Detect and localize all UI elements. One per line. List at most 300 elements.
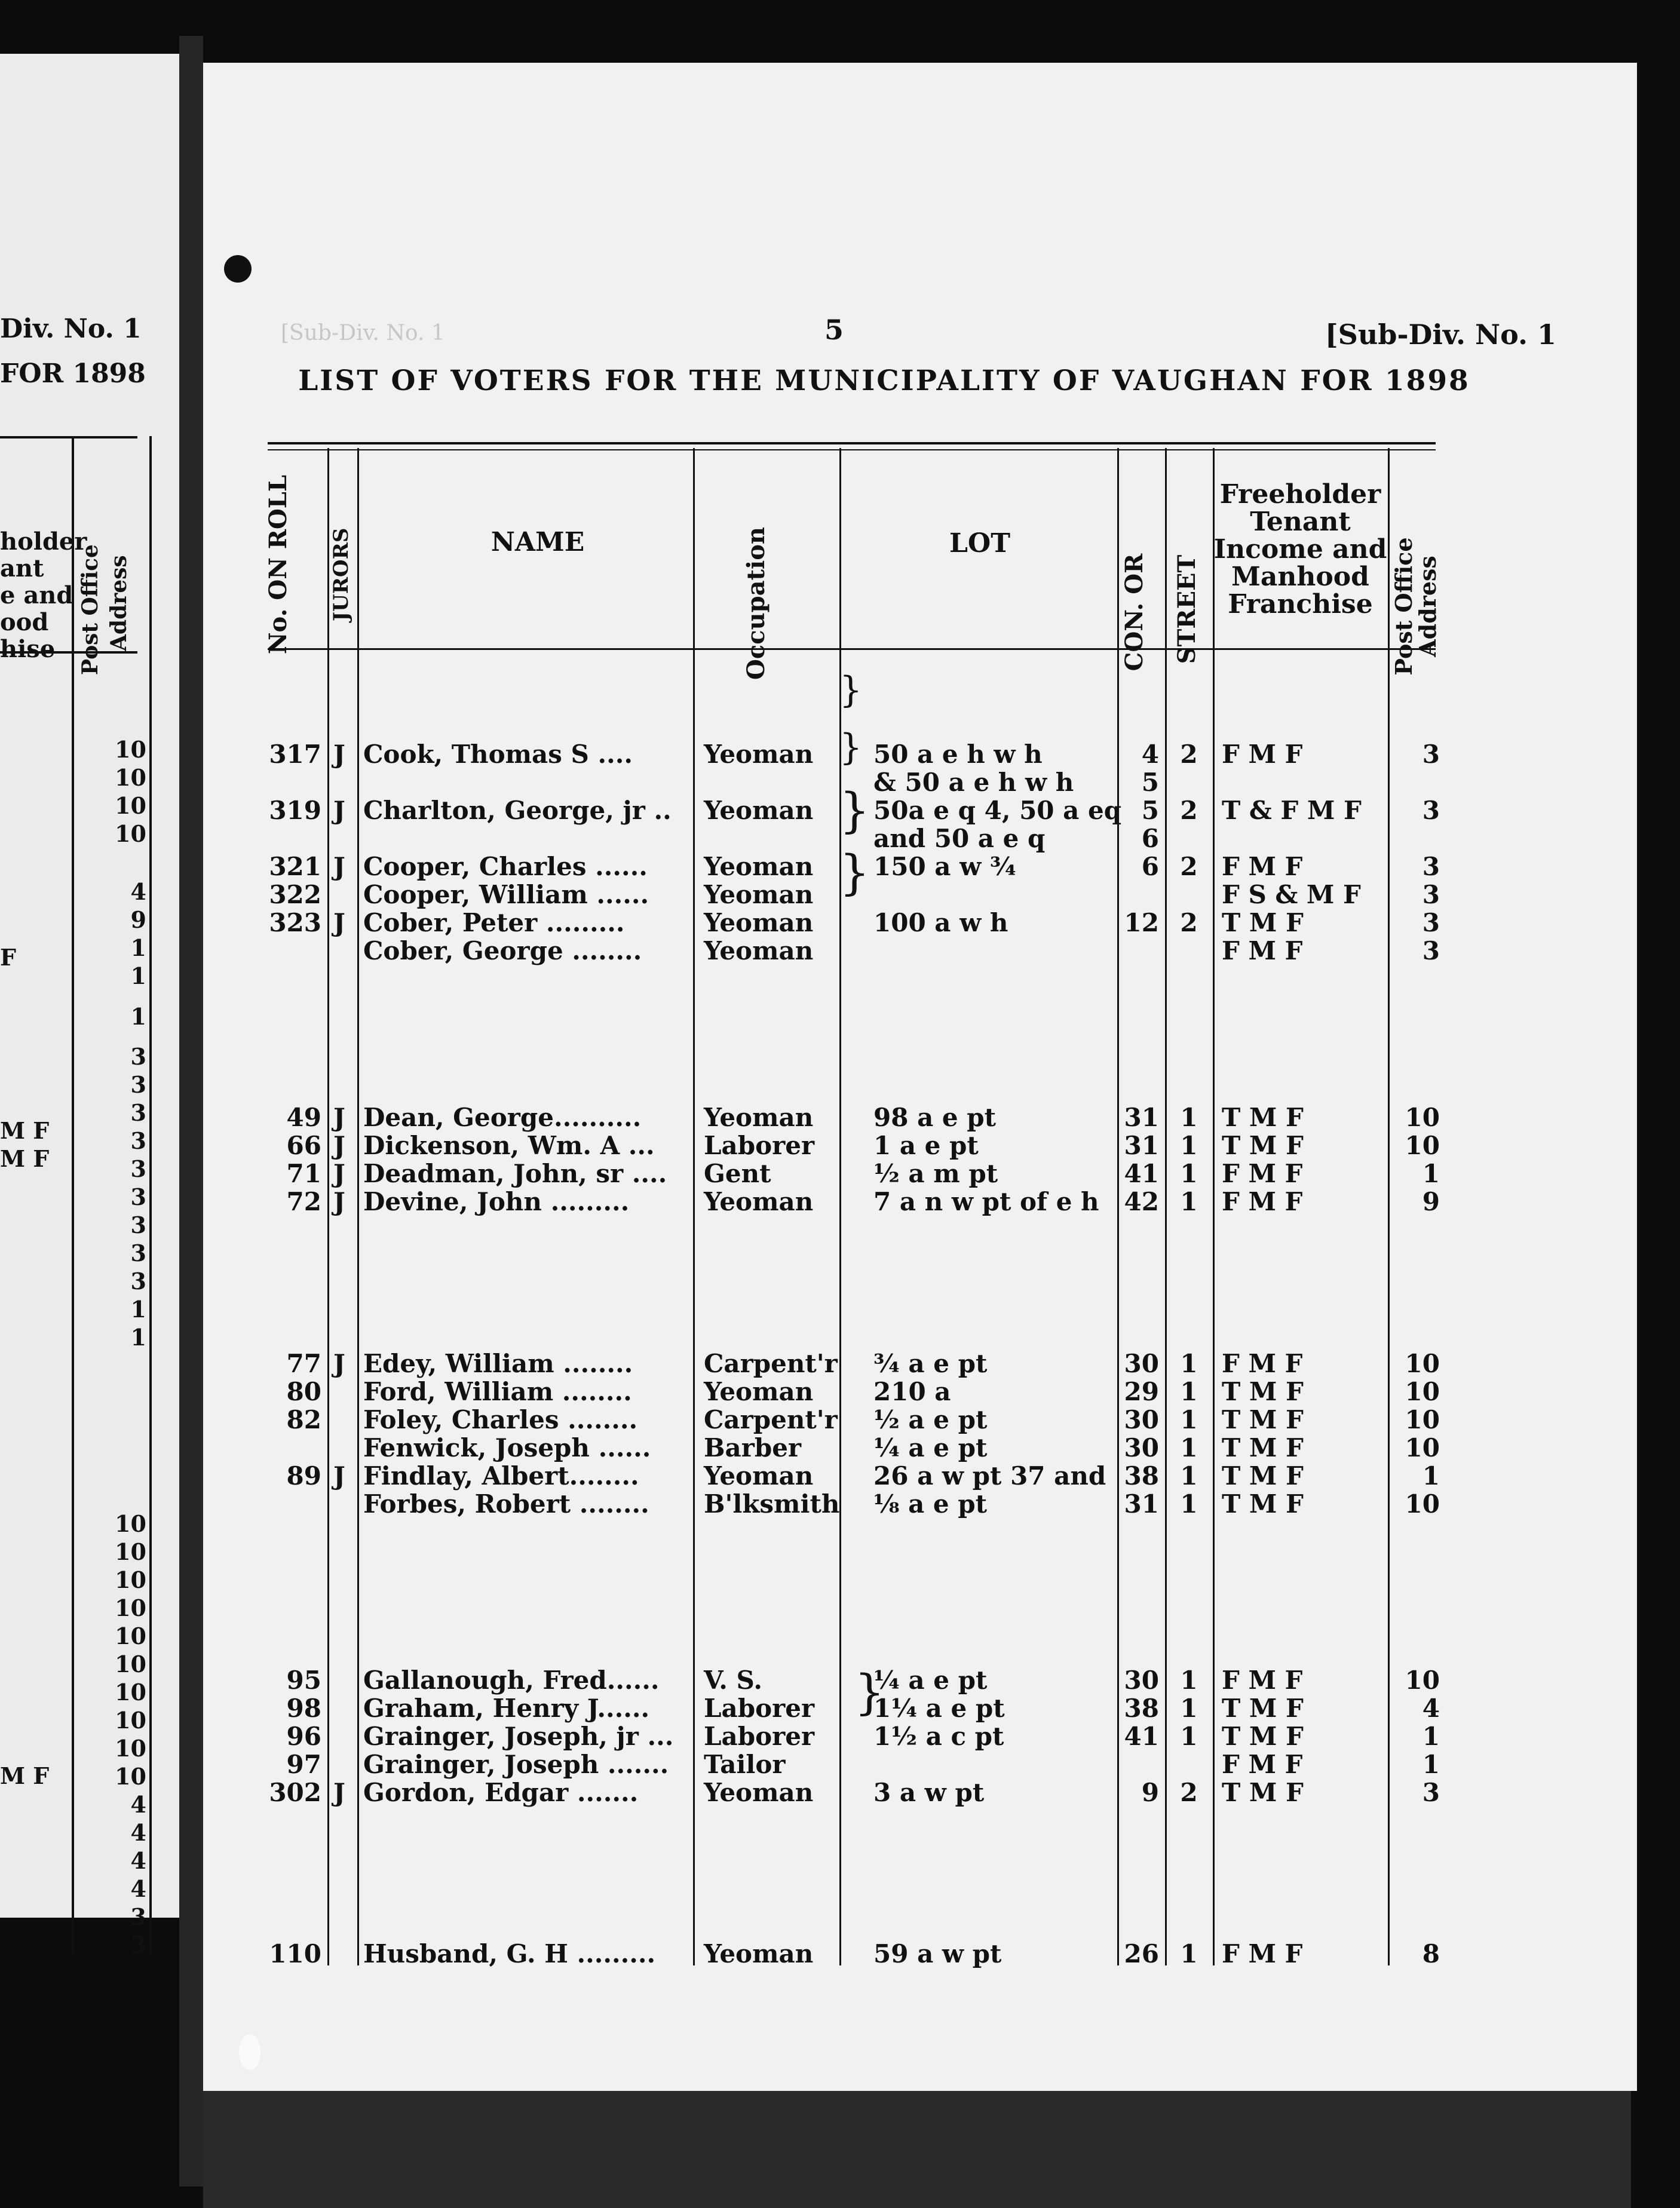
page-title: LIST OF VOTERS FOR THE MUNICIPALITY OF VAUGHAN FOR 1898 [298,364,1470,397]
left-address-number: 1 [130,962,146,989]
occupation: Yeoman [704,936,814,965]
page-shadow [203,2091,1631,2208]
concession: 38 [1124,1694,1159,1723]
occupation: Yeoman [704,796,814,825]
concession: 6 [1141,852,1159,881]
left-post-office-header: Post Office [78,544,103,675]
lot: 1 a e pt [873,1131,979,1160]
lot: 26 a w pt 37 and [873,1461,1106,1491]
post-office: 10 [1405,1405,1440,1434]
occupation: Yeoman [704,1187,814,1216]
leader-dots: ...... [606,1666,660,1695]
post-office: 4 [1422,1694,1440,1723]
franchise: F M F [1222,740,1303,769]
lot: & 50 a e h w h [873,768,1074,797]
concession: 12 [1124,908,1159,937]
voter-name [363,1751,669,1778]
voter-name [363,1350,633,1378]
lot: 100 a w h [873,908,1008,937]
concession: 6 [1141,824,1159,853]
post-office: 3 [1422,936,1440,965]
header-jurors: JURORS [329,528,353,621]
ink-mark [224,255,252,283]
header-rule-bottom [268,648,1436,650]
roll-number: 98 [286,1694,321,1723]
lot: 1½ a c pt [873,1722,1004,1751]
leader-dots: ........ [559,1405,638,1434]
left-address-number: 3 [130,1099,146,1126]
voter-name [363,1462,639,1490]
post-office: 10 [1405,1489,1440,1519]
lot-brace: } [839,783,870,838]
concession: 30 [1124,1349,1159,1378]
header-name: NAME [490,527,585,557]
left-address-number: 1 [130,1296,146,1323]
roll-number: 317 [269,740,321,769]
occupation: Yeoman [704,1778,814,1807]
leader-dots: .... [623,1159,667,1188]
left-fragment: M F [0,1117,50,1144]
juror-mark: J [333,1103,345,1132]
roll-number: 71 [286,1159,321,1188]
left-address-number: 10 [115,1566,146,1593]
left-address-number: 4 [130,1847,146,1874]
left-address-number: 10 [115,792,146,819]
voter-name [363,1160,667,1188]
street: 1 [1180,1159,1198,1188]
occupation: Yeoman [704,852,814,881]
voter-name-text: Cooper, Charles [363,852,587,881]
concession: 31 [1124,1131,1159,1160]
concession: 31 [1124,1103,1159,1132]
voter-name-text: Edey, William [363,1349,554,1378]
voter-name-text: Grainger, Joseph [363,1750,599,1779]
post-office: 3 [1422,880,1440,909]
lot: ¼ a e pt [873,1666,988,1695]
voter-name-text: Foley, Charles [363,1405,559,1434]
concession: 5 [1141,768,1159,797]
juror-mark: J [333,908,345,937]
left-address-number: 4 [130,1819,146,1846]
juror-mark: J [333,1349,345,1378]
street: 1 [1180,1349,1198,1378]
left-col-line [149,436,152,1954]
left-address-number: 3 [130,1183,146,1210]
lot: ½ a m pt [873,1159,998,1188]
leader-dots: ........ [571,1489,649,1519]
voter-name-text: Cooper, William [363,880,588,909]
voter-name [363,1104,641,1131]
left-address-number: 10 [115,1763,146,1790]
juror-mark: J [333,1778,345,1807]
concession: 5 [1141,796,1159,825]
left-fragment: M F [0,1762,50,1789]
voter-name [363,909,625,937]
franchise: F M F [1222,1187,1303,1216]
post-office: 10 [1405,1103,1440,1132]
voter-name [363,1695,649,1722]
header-con-or: CON. OR [1120,553,1148,671]
post-office: 9 [1422,1187,1440,1216]
franchise: T M F [1222,1461,1304,1491]
street: 1 [1180,1103,1198,1132]
occupation: Yeoman [704,908,814,937]
sub-division-label: [Sub-Div. No. 1 [1325,318,1556,351]
franchise: T M F [1222,1722,1304,1751]
post-office: 3 [1422,908,1440,937]
occupation: Yeoman [704,880,814,909]
voter-name-text: Graham, Henry J [363,1694,597,1723]
roll-number: 323 [269,908,321,937]
left-address-number: 10 [115,1707,146,1734]
voter-name [363,881,649,909]
franchise: T M F [1222,1778,1304,1807]
roll-number: 82 [286,1405,321,1434]
juror-mark: J [333,852,345,881]
voter-name-text: Husband, G. H [363,1939,568,1968]
voter-name-text: Fenwick, Joseph [363,1433,590,1462]
occupation: Yeoman [704,1103,814,1132]
voter-name-text: Cober, Peter [363,908,538,937]
concession: 4 [1141,740,1159,769]
header-no-on-roll: No. ON ROLL [264,474,292,654]
column-divider [357,448,359,1965]
voter-name [363,1188,629,1216]
concession: 30 [1124,1405,1159,1434]
street: 1 [1180,1694,1198,1723]
juror-mark: J [333,1159,345,1188]
concession: 29 [1124,1377,1159,1406]
concession: 30 [1124,1433,1159,1462]
lot-brace: } [839,845,870,900]
street: 1 [1180,1377,1198,1406]
voter-name-text: Grainger, Joseph, jr [363,1722,639,1751]
leader-dots: ........ [554,1349,633,1378]
voter-name [363,1406,637,1434]
lot: 50 a e h w h [873,740,1043,769]
left-address-number: 3 [130,1268,146,1295]
post-office: 1 [1422,1722,1440,1751]
post-office: 3 [1422,852,1440,881]
street: 1 [1180,1489,1198,1519]
voter-name [363,1940,655,1968]
lot: ¼ a e pt [873,1433,988,1462]
lot: 3 a w pt [873,1778,985,1807]
column-divider [327,448,329,1965]
header-street: STREET [1173,554,1201,664]
left-address-number: 10 [115,1735,146,1762]
roll-number: 80 [286,1377,321,1406]
lot: 1¼ a e pt [873,1694,1005,1723]
roll-number: 49 [286,1103,321,1132]
post-office: 10 [1405,1349,1440,1378]
post-office: 3 [1422,796,1440,825]
occupation: Laborer [704,1131,815,1160]
post-office: 10 [1405,1377,1440,1406]
roll-number: 72 [286,1187,321,1216]
franchise: T M F [1222,1131,1304,1160]
street: 1 [1180,1722,1198,1751]
concession: 42 [1124,1187,1159,1216]
occupation: Yeoman [704,740,814,769]
street: 2 [1180,908,1198,937]
juror-mark: J [333,740,345,769]
left-address-number: 1 [130,1324,146,1351]
voter-name-text: Gordon, Edgar [363,1778,569,1807]
left-address-number: 10 [115,764,146,791]
left-address-number: 10 [115,736,146,763]
street: 1 [1180,1187,1198,1216]
leader-dots: ....... [599,1750,669,1779]
voter-name [363,797,672,824]
left-address-number: 1 [130,1003,146,1030]
voter-name [363,741,633,768]
concession: 41 [1124,1159,1159,1188]
voter-name-text: Dickenson, Wm. A [363,1131,620,1160]
street: 1 [1180,1131,1198,1160]
left-address-number: 3 [130,1071,146,1098]
lot-brace: } [854,1664,885,1720]
occupation: Yeoman [704,1939,814,1968]
franchise: T M F [1222,1377,1304,1406]
voter-name [363,1378,632,1406]
franchise: F M F [1222,1666,1303,1695]
left-page: Div. No. 1 FOR 1898 holder ant e and ood hise Post Office Address 10 10 10 10 4 9 1 1 1 3 3 3 3 3 3 3 3 3 1 1 10 10 10 10 10 10 10 10 10 10 4 4 4 4 3 3 F M F M F M F [0,54,179,1918]
street: 2 [1180,852,1198,881]
franchise: T M F [1222,1103,1304,1132]
franchise: F M F [1222,1349,1303,1378]
occupation: Yeoman [704,1461,814,1491]
voter-name [363,853,648,881]
roll-number: 96 [286,1722,321,1751]
post-office: 10 [1405,1666,1440,1695]
street: 1 [1180,1939,1198,1968]
left-address-number: 3 [130,1903,146,1930]
occupation: Gent [704,1159,771,1188]
leader-dots: ........ [569,1461,639,1491]
leader-dots: ...... [589,1433,651,1462]
left-address-number: 3 [130,1931,146,1958]
roll-number: 89 [286,1461,321,1491]
post-office: 10 [1405,1433,1440,1462]
left-address-number: 9 [130,906,146,933]
left-address-number: 10 [115,1594,146,1621]
voter-name-text: Forbes, Robert [363,1489,571,1519]
franchise: T M F [1222,1489,1304,1519]
left-fragment: F [0,944,16,971]
voter-name-text: Devine, John [363,1187,542,1216]
franchise: T M F [1222,1433,1304,1462]
left-subdiv: Div. No. 1 [0,314,142,344]
left-title: FOR 1898 [0,358,146,389]
lot: 50a e q 4, 50 a eq [873,796,1122,825]
voter-name [363,1132,655,1160]
voter-name [363,1723,673,1750]
lot: 7 a n w pt of e h [873,1187,1099,1216]
lot: 210 a [873,1377,951,1406]
concession: 9 [1141,1778,1159,1807]
roll-number: 97 [286,1750,321,1779]
street: 1 [1180,1433,1198,1462]
left-address-number: 10 [115,1538,146,1565]
leader-dots: ........ [563,936,642,965]
column-divider [1213,448,1215,1965]
left-address-number: 4 [130,878,146,905]
concession: 26 [1124,1939,1159,1968]
street: 1 [1180,1405,1198,1434]
left-address-number: 10 [115,1623,146,1649]
occupation: Barber [704,1433,802,1462]
left-fragment: M F [0,1145,50,1172]
roll-number: 110 [269,1939,321,1968]
roll-number: 302 [269,1778,321,1807]
concession: 31 [1124,1489,1159,1519]
left-address-number: 3 [130,1155,146,1182]
franchise: F S & M F [1222,880,1361,909]
franchise: F M F [1222,852,1303,881]
voter-name-text: Cober, George [363,936,563,965]
juror-mark: J [333,1187,345,1216]
voter-name-text: Deadman, John, sr [363,1159,624,1188]
franchise: T M F [1222,908,1304,937]
voter-name [363,1779,638,1807]
occupation: Tailor [704,1750,786,1779]
leader-dots: ...... [586,852,648,881]
leader-dots: .... [588,740,633,769]
roll-number: 321 [269,852,321,881]
street: 1 [1180,1461,1198,1491]
lot: 59 a w pt [873,1939,1002,1968]
street: 2 [1180,1778,1198,1807]
franchise: F M F [1222,1159,1303,1188]
street: 1 [1180,1666,1198,1695]
lot: ½ a e pt [873,1405,988,1434]
street: 2 [1180,740,1198,769]
bleed-through-text: [Sub-Div. No. 1 [281,321,445,345]
column-divider [1388,448,1390,1965]
voter-name-text: Findlay, Albert [363,1461,569,1491]
leader-dots: .. [645,796,672,825]
lot-brace: } [839,669,863,711]
right-page: [Sub-Div. No. 1 5 [Sub-Div. No. 1 LIST OF VOTERS FOR THE MUNICIPALITY OF VAUGHAN FOR 1898 No. ON ROLL JURORS NAME Occupation LOT CON. OR STREET Freeholder Tenant Income and Manhood Franchise Post Office Address } } } } } 317 J Cook, Thomas S .... Yeoman 50 a e h w h 4 2 F M F 3 & 50 a e h w h 5 319 J Charlton, George, jr .. Yeoman 50a e q 4, 50 a eq 5 2 T & F M F 3 and 50 a e q 6 321 J Cooper, Charles ...... Yeoman 150 a w ¾ 6 2 F M F 3 322 Cooper, William ...... Yeoman F S & M F 3 323 J Cober, Peter ......... Yeoman 100 a w h 12 2 T M F 3 Cober, George ........ Yeoman F M F 3 49 J Dean, George.......... Yeoman 98 a e pt 31 1 T M F 10 66 J Dickenson, Wm. A ... Laborer 1 a e pt 31 1 T M F 10 71 J Deadman, John, sr .... Gent ½ a m pt 41 1 F M F 1 72 J Devine, John ......... Yeoman 7 a n w pt of e h 42 1 F M F 9 77 J Edey, William ........ Carpent'r ¾ a e pt 30 1 F M F 10 80 Ford, William ........ Yeoman 210 a 29 1 T M F 10 82 Foley, Charles ........ Carpent'r ½ a e pt 30 1 T M F 10 Fenwick, Joseph ...... Barber ¼ a e pt 30 1 T M F 10 89 J Findlay, Albert........ Yeoman 26 a w pt 37 and 38 1 T M F 1 Forbes, Robert ........ B'lksmith ⅛ a e pt 31 1 T M F 10 95 Gallanough, Fred...... V. S. ¼ a e pt 30 1 F M F 10 98 Graham, Henry J...... Laborer 1¼ a e pt 38 1 T M F 4 96 Grainger, Joseph, jr ... Laborer 1½ a c pt 41 1 T M F 1 97 Grainger, Joseph ....... Tailor F M F 1 302 J Gordon, Edgar ....... Yeoman 3 a w pt 9 2 T M F 3 110 Husband, G. H ......... Yeoman 59 a w pt 26 1 F M F 8 [203,63,1637,2091]
header-occupation: Occupation [742,527,770,680]
leader-dots: ......... [537,908,625,937]
lot-brace: } [839,726,863,768]
franchise: F M F [1222,936,1303,965]
left-address-number: 3 [130,1240,146,1266]
occupation: Carpent'r [704,1405,838,1434]
left-address-number: 10 [115,1651,146,1678]
lot: ⅛ a e pt [873,1489,988,1519]
left-address-number: 10 [115,1510,146,1537]
occupation: Yeoman [704,1377,814,1406]
voter-name-text: Cook, Thomas S [363,740,589,769]
voter-name-text: Ford, William [363,1377,554,1406]
lot: 150 a w ¾ [873,852,1016,881]
leader-dots: ....... [568,1778,639,1807]
header-post-office: Post Office Address [1390,537,1441,676]
left-address-number: 10 [115,1679,146,1706]
roll-number: 95 [286,1666,321,1695]
leader-dots: ......... [541,1187,630,1216]
post-office: 1 [1422,1461,1440,1491]
voter-name [363,1434,651,1462]
lot: ¾ a e pt [873,1349,988,1378]
occupation: Carpent'r [704,1349,838,1378]
left-col-line [72,436,74,1954]
post-office: 10 [1405,1131,1440,1160]
book-spine [179,36,203,2186]
roll-number: 319 [269,796,321,825]
leader-dots: ...... [597,1694,650,1723]
franchise: T M F [1222,1405,1304,1434]
leader-dots: ... [620,1131,655,1160]
column-divider [693,448,695,1965]
leader-dots: ...... [587,880,649,909]
header-lot: LOT [949,528,1010,559]
post-office: 1 [1422,1159,1440,1188]
juror-mark: J [333,1131,345,1160]
post-office: 1 [1422,1750,1440,1779]
voter-name [363,937,642,965]
left-address-number: 3 [130,1043,146,1070]
lot: and 50 a e q [873,824,1046,853]
voter-name [363,1491,649,1518]
occupation: Laborer [704,1694,815,1723]
header-rule-top-thin [268,449,1436,450]
left-address-number: 1 [130,934,146,961]
left-address-number: 4 [130,1875,146,1902]
roll-number: 322 [269,880,321,909]
voter-name-text: Dean, George [363,1103,554,1132]
street: 2 [1180,796,1198,825]
leader-dots: .......... [553,1103,642,1132]
lot: 98 a e pt [873,1103,997,1132]
left-address-number: 3 [130,1127,146,1154]
franchise: T & F M F [1222,796,1362,825]
concession: 38 [1124,1461,1159,1491]
juror-mark: J [333,796,345,825]
franchise: F M F [1222,1939,1303,1968]
post-office: 3 [1422,740,1440,769]
post-office: 3 [1422,1778,1440,1807]
leader-dots: ......... [568,1939,656,1968]
occupation: V. S. [704,1666,762,1695]
voter-name-text: Gallanough, Fred [363,1666,607,1695]
roll-number: 77 [286,1349,321,1378]
leader-dots: ........ [553,1377,632,1406]
franchise: T M F [1222,1694,1304,1723]
occupation: Laborer [704,1722,815,1751]
occupation: B'lksmith [704,1489,840,1519]
voter-name-text: Charlton, George, jr [363,796,645,825]
page-number: 5 [824,314,844,346]
left-rule [0,436,137,438]
paper-blemish [239,2034,260,2070]
franchise: F M F [1222,1750,1303,1779]
header-rule-top [268,442,1436,444]
post-office: 8 [1422,1939,1440,1968]
concession: 30 [1124,1666,1159,1695]
voter-name [363,1667,659,1694]
juror-mark: J [333,1461,345,1491]
left-address-number: 4 [130,1791,146,1818]
left-post-office-header-2: Address [106,555,131,651]
roll-number: 66 [286,1131,321,1160]
left-address-number: 3 [130,1212,146,1238]
leader-dots: ... [638,1722,674,1751]
left-address-number: 10 [115,820,146,847]
